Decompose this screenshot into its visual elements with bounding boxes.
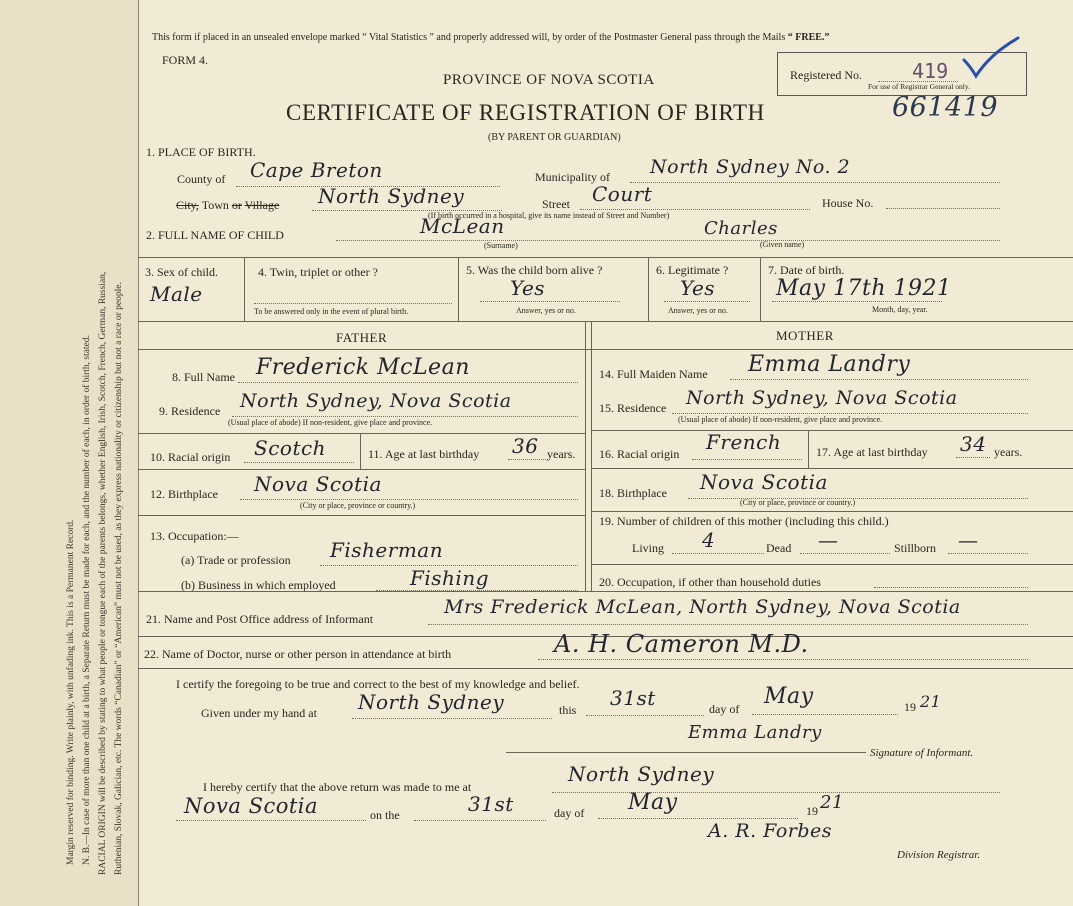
notice-post: and properly addressed will, by order of the Postmaster General pass through the Mails <box>436 32 786 43</box>
father-race-value: Scotch <box>254 436 327 460</box>
alive-note: Answer, yes or no. <box>516 306 576 315</box>
child-given-name: Charles <box>704 218 778 239</box>
father-age-value: 36 <box>512 434 539 458</box>
street-value: Court <box>592 182 653 206</box>
binding-margin <box>0 0 139 906</box>
place-heading: 1. PLACE OF BIRTH. <box>146 145 256 159</box>
business-label: (b) Business in which employed <box>181 578 336 592</box>
province-heading: PROVINCE OF NOVA SCOTIA <box>443 72 655 88</box>
date-value: May 17th 1921 <box>776 276 952 301</box>
legitimate-value: Yes <box>680 276 716 300</box>
town-value: North Sydney <box>318 184 465 208</box>
checkmark-icon <box>960 34 1024 82</box>
given-note: (Given name) <box>760 240 805 249</box>
town-label-group <box>176 198 279 213</box>
town-label: Town <box>201 198 229 212</box>
registered-value: 419 <box>912 59 949 83</box>
or-label: or <box>231 198 242 212</box>
father-years: years. <box>547 447 576 461</box>
registrar-place-value: North Sydney <box>568 762 715 786</box>
registrar-statement: I hereby certify that the above return was made to me at <box>203 780 472 794</box>
date-label: 7. Date of birth. <box>768 263 845 277</box>
dead-label: Dead <box>766 541 792 555</box>
registered-note: For use of Registrar General only. <box>868 82 970 91</box>
registrar-day-value: 31st <box>468 792 514 816</box>
registrar-dayof-label: day of <box>554 806 585 820</box>
father-race-label: 10. Racial origin <box>150 450 231 464</box>
certificate-title: CERTIFICATE OF REGISTRATION OF BIRTH <box>286 100 765 125</box>
mother-name-label: 14. Full Maiden Name <box>599 367 708 381</box>
father-residence-label: 9. Residence <box>159 404 221 418</box>
child-name-label: 2. FULL NAME OF CHILD <box>146 228 284 242</box>
alive-value: Yes <box>510 276 546 300</box>
margin-text-2: N. B.—In case of more than one child at a birth, a Separate Return must be made for each, and the number of each, in order of birth, stated. <box>82 335 92 865</box>
stillborn-label: Stillborn <box>894 541 937 555</box>
county-value: Cape Breton <box>250 158 383 182</box>
doctor-value: A. H. Cameron M.D. <box>554 630 809 658</box>
trade-label: (a) Trade or profession <box>181 553 291 567</box>
certify-year-value: 21 <box>920 692 942 711</box>
registered-label: Registered No. <box>790 68 862 82</box>
mother-name-value: Emma Landry <box>748 352 911 377</box>
house-label: House No. <box>822 196 874 210</box>
notice-pre: This form if placed in an unsealed envelope marked <box>152 32 360 43</box>
mother-occupation-label: 20. Occupation, if other than household duties <box>599 575 821 589</box>
mother-birthplace-note: (City or place, province or country.) <box>740 498 856 507</box>
certificate-number: 661419 <box>892 92 999 123</box>
child-surname: McLean <box>420 214 505 238</box>
stillborn-value: — <box>958 528 979 552</box>
mother-birthplace-value: Nova Scotia <box>700 470 828 494</box>
dead-value: — <box>818 528 839 552</box>
living-value: 4 <box>702 528 716 552</box>
father-birthplace-note: (City or place, province or country.) <box>300 501 416 510</box>
mailing-notice <box>152 32 829 43</box>
certify-statement: I certify the foregoing to be true and correct to the best of my knowledge and belief. <box>176 677 580 691</box>
informant-signature-label: Signature of Informant. <box>870 747 974 759</box>
legitimate-label: 6. Legitimate ? <box>656 263 729 277</box>
margin-text-4: Ruthenian, Slovak, Galician, etc. The words “Canadian” or “American” must not be used, as they express nationality or citizenship but not a race or people. <box>114 282 124 875</box>
registrar-title: Division Registrar. <box>897 849 981 861</box>
mother-race-value: French <box>706 430 782 454</box>
margin-text-1: Margin reserved for binding. Write plainly, with unfading ink. This is a Permanent Record. <box>66 519 76 865</box>
notice-vital: “ Vital Statistics ” <box>362 32 434 43</box>
municipality-value: North Sydney No. 2 <box>650 156 851 178</box>
twin-label: 4. Twin, triplet or other ? <box>258 265 378 279</box>
registrar-year-print: 19 <box>806 804 818 818</box>
business-value: Fishing <box>410 566 489 590</box>
mother-residence-value: North Sydney, Nova Scotia <box>686 387 958 409</box>
certify-month-value: May <box>764 684 814 709</box>
sex-value: Male <box>150 282 203 306</box>
certify-place-value: North Sydney <box>358 690 505 714</box>
form-number: FORM 4. <box>162 53 209 67</box>
street-label: Street <box>542 197 570 211</box>
notice-free: “ FREE.” <box>787 32 830 43</box>
mother-age-label: 17. Age at last birthday <box>816 445 928 459</box>
registrar-signature: A. R. Forbes <box>708 820 833 842</box>
alive-label: 5. Was the child born alive ? <box>466 263 603 277</box>
mother-heading: MOTHER <box>776 328 834 343</box>
informant-label: 21. Name and Post Office address of Informant <box>146 612 374 626</box>
city-label: City, <box>176 198 199 212</box>
municipality-label: Municipality of <box>535 170 610 184</box>
mother-age-value: 34 <box>960 432 987 456</box>
surname-note: (Surname) <box>484 241 518 250</box>
certify-this-label: this <box>559 703 577 717</box>
certificate-subtitle: (BY PARENT OR GUARDIAN) <box>488 132 621 143</box>
certify-dayof-label: day of <box>709 702 740 716</box>
hospital-note: (If birth occurred in a hospital, give its name instead of Street and Number) <box>428 211 670 220</box>
father-name-label: 8. Full Name <box>172 370 235 384</box>
father-heading: FATHER <box>336 330 388 345</box>
father-name-value: Frederick McLean <box>256 355 470 380</box>
certify-year-print: 19 <box>904 700 916 714</box>
sex-label: 3. Sex of child. <box>145 265 218 279</box>
father-birthplace-value: Nova Scotia <box>254 472 382 496</box>
registrar-province-value: Nova Scotia <box>184 794 319 818</box>
legitimate-note: Answer, yes or no. <box>668 306 728 315</box>
village-label: Village <box>244 198 280 212</box>
informant-signature: Emma Landry <box>688 722 822 743</box>
mother-residence-label: 15. Residence <box>599 401 667 415</box>
father-residence-note: (Usual place of abode) If non-resident, give place and province. <box>228 418 433 427</box>
father-birthplace-label: 12. Birthplace <box>150 487 218 501</box>
mother-birthplace-label: 18. Birthplace <box>599 486 667 500</box>
doctor-label: 22. Name of Doctor, nurse or other person in attendance at birth <box>144 647 452 661</box>
father-age-label: 11. Age at last birthday <box>368 447 480 461</box>
mother-residence-note: (Usual place of abode) If non-resident, give place and province. <box>678 415 883 424</box>
father-occupation-label: 13. Occupation:— <box>150 529 239 543</box>
trade-value: Fisherman <box>330 538 444 562</box>
informant-value: Mrs Frederick McLean, North Sydney, Nova Scotia <box>444 596 961 618</box>
given-under-label: Given under my hand at <box>201 706 317 720</box>
margin-text-3: RACIAL ORIGIN will be described by stating to what people or tongue each of the parents belongs, whether English, Irish, Scotch, French, German, Russian, <box>98 271 108 875</box>
registrar-year-value: 21 <box>820 792 844 813</box>
mother-years: years. <box>994 445 1023 459</box>
registrar-on-label: on the <box>370 808 400 822</box>
twin-note: To be answered only in the event of plural birth. <box>254 307 409 316</box>
certify-day-value: 31st <box>610 686 656 710</box>
registrar-month-value: May <box>628 790 678 815</box>
father-residence-value: North Sydney, Nova Scotia <box>240 390 512 412</box>
children-count-label: 19. Number of children of this mother (including this child.) <box>599 514 889 528</box>
mother-race-label: 16. Racial origin <box>599 447 680 461</box>
county-label: County of <box>177 172 226 186</box>
living-label: Living <box>632 541 664 555</box>
date-note: Month, day, year. <box>872 305 928 314</box>
